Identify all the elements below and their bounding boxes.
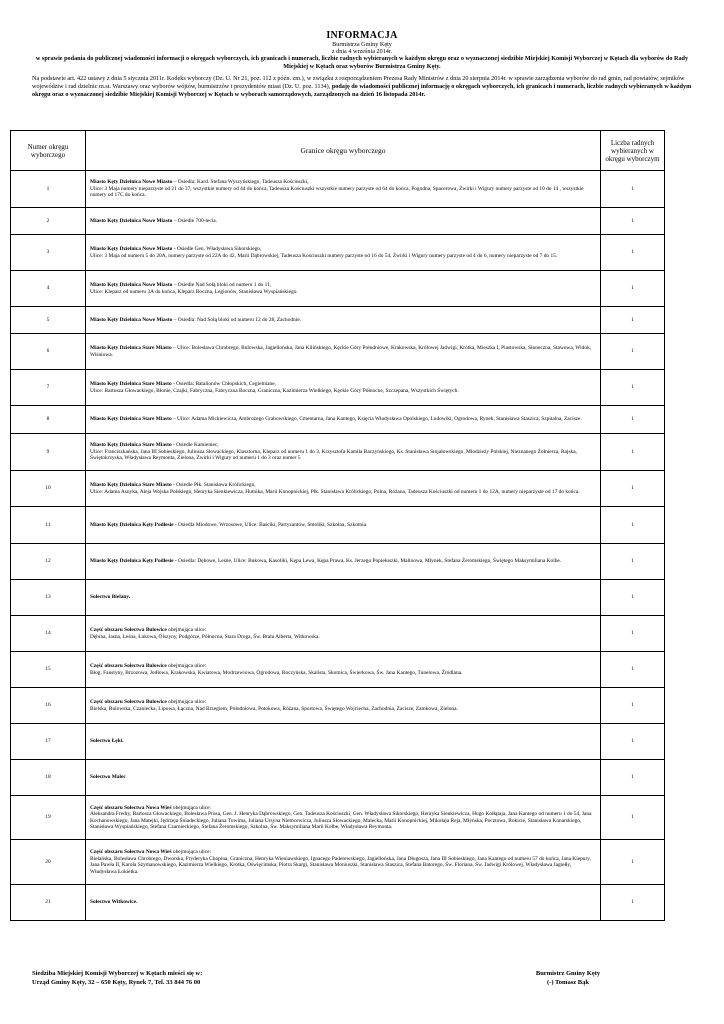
district-description: – Ulice: Adama Mickiewicza, Ambrożego Grabowskiego, Cmentarna, Jana Kantego, Księcia Władysława Opolskiego, Ludowiki, Ogrodowa, Rynek, Stanisława Staszica, Szpitalna, Zacisze. bbox=[171, 416, 582, 423]
district-description: - Osiedle Płk. Stanisława Królickiego, Ulice: Adama Asnyka, Aleja Wojska Polskiego, Henryka Sienkiewicza, Hutnika, Marii Konopnickiej, Płk. Stanisława Królickiego, Polna, Różana, Tadeusza Kościuszki od numeru 1 do 12A, numery nieparzyste od 17 do końca. bbox=[90, 482, 580, 495]
district-number: 5 bbox=[11, 307, 86, 334]
councillor-count: 1 bbox=[601, 688, 665, 724]
intro-bold: podaję do wiadomości publicznej informację o okręgach wyborczych, ich granicach i numerach, liczbie radnych wybieranych w każdym okręgu oraz o wyznaczonej siedzibie Miejskiej Komisji Wyborczej w Kętach w wyborach samorządowych, zarządzonych na dzień 16 listopada 2014r. bbox=[32, 83, 692, 98]
table-row bbox=[11, 334, 665, 370]
district-borders bbox=[86, 840, 601, 885]
district-area: Część obszaru Sołectwa Bulowice bbox=[90, 663, 167, 669]
district-description: obejmująca ulice: Aleksandra Fredry, Bartosza Głowackiego, Bolesława Prusa, Gen. J. Henryka Dąbrowskiego, Gen. Tadeusza Kościuszki, Gen. Władysława Sikorskiego, Henryka Sienkiewicza, Hugo Kołłątaja, Jana Kantego od numeru 1 do 54, Jana Kochanowskiego, Jana Matejki, Jędrzeja Śniadeckiego, Juliana Tuwima, Juliana Ursyna Niemcewicza, Juliusza Słowackiego, Malecka, Marii Konopnickiej, Mikołaja Reja, Młyńska, Pocztowa, Rokicie, Stanisława Konarskiego, Stanisława Wyspiańskiego, Stefana Czarnieckiego, Stefana Żeromskiego, Szkolna, Św. Maksymiliana Marii Kolbe, Władysława Reymonta. bbox=[90, 804, 592, 830]
district-area: Miasto Kęty Dzielnica Stare Miasto bbox=[90, 442, 172, 449]
district-number: 4 bbox=[11, 271, 86, 307]
district-description: - Osiedla Miodowe, Wrzosowe, Ulice: Baściki, Partyzantów, Smoliki, Szkolna, Szkotnia. bbox=[173, 521, 368, 528]
councillor-count: 1 bbox=[601, 334, 665, 370]
table-row bbox=[11, 370, 665, 406]
district-number: 15 bbox=[11, 652, 86, 688]
table-row bbox=[11, 507, 665, 544]
document-subject: w sprawie podania do publicznej wiadomości informacji o okręgach wyborczych, ich granicach i numerach, liczbie radnych wybieranych w każdym okręgu oraz o wyznaczonej siedzibie Miejskiej Komisji Wyborczej w Kętach dla wyborów do Rady Miejskiej w Kętach oraz wyborów Burmistrza Gminy Kęty. bbox=[35, 55, 689, 71]
district-description: – Osiedle Nad Sołą bloki od numeru 1 do 11, Ulice: Kleparz od numeru 3A do końca, Kleparz Boczna, Legionów, Stanisława Wyspiańskiego. bbox=[90, 282, 298, 295]
seat-line-1: Siedziba Miejskiej Komisji Wyborczej w Kętach mieści się w: bbox=[32, 970, 203, 977]
district-borders bbox=[86, 724, 601, 760]
councillor-count: 1 bbox=[601, 580, 665, 616]
district-number: 21 bbox=[11, 885, 86, 921]
councillor-count: 1 bbox=[601, 652, 665, 688]
district-description: - Osiedla: Batalionów Chłopskich, Cegielniane, Ulice: Bartosza Głowackiego, Błonie, Czajki, Fabryczna, Fabryczna Boczna, Graniczna, Kazimierza Wielkiego, Kęckie Góry Północne, Szczepana, Wszystkich Świętych. bbox=[90, 381, 459, 394]
district-area: Miasto Kęty Dzielnica Nowe Miasto bbox=[90, 282, 173, 288]
district-borders bbox=[86, 760, 601, 796]
header-borders: Granice okręgu wyborczego bbox=[86, 131, 601, 171]
table-row bbox=[11, 616, 665, 652]
district-description: – Osiedle 700-lecia. bbox=[172, 217, 217, 224]
districts-table bbox=[10, 130, 665, 921]
district-area: Miasto Kęty Dzielnica Stare Miasto bbox=[90, 345, 172, 351]
district-number: 14 bbox=[11, 616, 86, 652]
district-number: 6 bbox=[11, 334, 86, 370]
district-number: 11 bbox=[11, 507, 86, 544]
district-description: – Osiedla: Kard. Stefana Wyszyńskiego, Tadeusza Kościuszki, Ulice: 3 Maja numery nieparzyste od 21 do 37, wszystkie numery od 44 do końca, Tadeusza Kościuszki wszystkie numery parzyste od 64 do końca, Pogodna, Spacerowa, Żwirki i Wigury numery parzyste od 10 do 14 , wszystkie numery od 17C do końca. bbox=[90, 179, 584, 199]
district-borders bbox=[86, 580, 601, 616]
councillor-count: 1 bbox=[601, 271, 665, 307]
table-row bbox=[11, 724, 665, 760]
district-description: obejmująca ulice: Dębina, Jasna, Leśna, Łukowa, Olszyny, Podgórze, Północna, Stara Droga, Św. Brata Alberta, Witkowska. bbox=[90, 627, 320, 640]
councillor-count: 1 bbox=[601, 760, 665, 796]
table-row bbox=[11, 171, 665, 208]
district-description: - Osiedla: Dębowe, Leśne, Ulice: Bukowa, Kasoliki, Kępa Lewa, Kępa Prawa, Ks. Jerzego Popiełuszki, Malinowa, Młynek, Stefana Żeromskiego, Świętego Maksymiliana Kolbe. bbox=[173, 558, 562, 565]
councillor-count: 1 bbox=[601, 370, 665, 406]
table-row bbox=[11, 760, 665, 796]
district-number: 10 bbox=[11, 471, 86, 507]
document-header bbox=[32, 30, 692, 98]
header-count: Liczba radnych wybieranych w okręgu wyborczym bbox=[601, 131, 665, 171]
intro-normal: Na podstawie art. 422 ustawy z dnia 5 stycznia 2011r. Kodeks wyborczy (Dz. U. Nr 21, poz. 112 z późn. zm.), w związku z rozporządzeniem Prezesa Rady Ministrów z dnia 20 sierpnia 2014r. w sprawie zarządzenia wyborów do rad gmin, rad powiatów, sejmików województw i rad dzielnic m.st. Warszawy oraz wyborów wójtów, burmistrzów i prezydentów miast (Dz. U. poz. 1134), bbox=[32, 75, 685, 90]
district-area: Sołectwo Bielany. bbox=[90, 594, 131, 601]
issuer: Burmistrza Gminy Kęty bbox=[332, 41, 392, 48]
councillor-count: 1 bbox=[601, 724, 665, 760]
councillor-count: 1 bbox=[601, 544, 665, 580]
table-row bbox=[11, 471, 665, 507]
councillor-count: 1 bbox=[601, 885, 665, 921]
district-area: Część obszaru Sołectwa Nowa Wieś bbox=[90, 849, 172, 855]
district-number: 19 bbox=[11, 796, 86, 840]
district-description: – Osiedla: Nad Sołą bloki od numeru 12 do 28, Zachodnie. bbox=[172, 316, 301, 323]
councillor-count: 1 bbox=[601, 796, 665, 840]
district-number: 8 bbox=[11, 406, 86, 434]
district-area: Miasto Kęty Dzielnica Stare Miasto bbox=[90, 482, 172, 488]
district-description: obejmująca ulice: Bielańska, Bolesława Chrobrego, Dworska, Fryderyka Chopina, Graniczna, Henryka Wieniawskiego, Ignacego Paderewskiego, Jagiellońska, Jana Długosza, Jana III Sobieskiego, Jana Kantego od numeru 57 do końca, Jana Kiepury, Jana Pawła II, Karola Szymanowskiego, Kazimierza Wielkiego, Krótka, Oświęcimska, Piotra Skargi, Stanisława Moniuszki, Stanisława Staszica, Stefana Batorego, Św. Floriana, Św. Jadwigi Królowej, Władysława Jagiełły, Władysława Łokietka. bbox=[90, 849, 591, 875]
councillor-count: 1 bbox=[601, 208, 665, 235]
district-borders bbox=[86, 796, 601, 840]
district-number: 20 bbox=[11, 840, 86, 885]
signature-title: Burmistrz Gminy Kęty bbox=[535, 970, 601, 977]
table-row bbox=[11, 840, 665, 885]
table-row bbox=[11, 652, 665, 688]
councillor-count: 1 bbox=[601, 235, 665, 271]
district-borders bbox=[86, 171, 601, 208]
district-borders bbox=[86, 652, 601, 688]
district-area: Sołectwo Witkowice. bbox=[90, 899, 138, 906]
header-number: Numer okręgu wyborczego bbox=[11, 131, 86, 171]
table-row bbox=[11, 406, 665, 434]
district-description: – Ulice: Bolesława Chrobrego, Bulowska, Jagiellońska, Jana Kilińskiego, Kęckie Góry Południowe, Krakowska, Królowej Jadwigi, Krótka, Mieszka I, Piastowska, Słoneczna, Stawowa, Widok, Wiśniowa. bbox=[90, 345, 592, 358]
district-number: 17 bbox=[11, 724, 86, 760]
district-borders bbox=[86, 208, 601, 235]
district-description: obejmująca ulice: Bielska, Bulowska, Czaniecka, Lipowa, Łączna, Nad Brzegiem, Południowa, Potokowa, Różana, Sportowa, Świętego Wojciecha, Zachodnia, Zacisze, Zamkowa, Zielona. bbox=[90, 699, 458, 712]
intro-paragraph bbox=[32, 75, 692, 98]
table-header-row bbox=[11, 131, 665, 171]
table-row bbox=[11, 544, 665, 580]
issue-date: z dnia 4 września 2014r. bbox=[331, 48, 393, 56]
district-number: 12 bbox=[11, 544, 86, 580]
table-row bbox=[11, 796, 665, 840]
seat-line-2: Urząd Gminy Kęty, 32 – 650 Kęty, Rynek 7, Tel. 33 844 76 00 bbox=[32, 978, 201, 986]
table-row bbox=[11, 434, 665, 471]
district-borders bbox=[86, 370, 601, 406]
table-row bbox=[11, 307, 665, 334]
district-number: 2 bbox=[11, 208, 86, 235]
district-number: 13 bbox=[11, 580, 86, 616]
district-number: 7 bbox=[11, 370, 86, 406]
district-borders bbox=[86, 507, 601, 544]
district-borders bbox=[86, 334, 601, 370]
district-borders bbox=[86, 235, 601, 271]
table-row bbox=[11, 235, 665, 271]
district-borders bbox=[86, 271, 601, 307]
councillor-count: 1 bbox=[601, 406, 665, 434]
district-area: Sołectwo Malec bbox=[90, 774, 126, 781]
district-borders bbox=[86, 885, 601, 921]
district-borders bbox=[86, 616, 601, 652]
councillor-count: 1 bbox=[601, 471, 665, 507]
district-borders bbox=[86, 406, 601, 434]
district-borders bbox=[86, 544, 601, 580]
district-area: Miasto Kęty Dzielnica Stare Miasto bbox=[90, 381, 172, 387]
district-area: Sołectwo Łęki. bbox=[90, 738, 124, 745]
district-area: Miasto Kęty Dzielnica Stare Miasto bbox=[90, 416, 172, 423]
table-row bbox=[11, 208, 665, 235]
signature bbox=[518, 970, 618, 987]
councillor-count: 1 bbox=[601, 434, 665, 471]
councillor-count: 1 bbox=[601, 507, 665, 544]
district-borders bbox=[86, 307, 601, 334]
councillor-count: 1 bbox=[601, 171, 665, 208]
district-number: 3 bbox=[11, 235, 86, 271]
district-area: Część obszaru Sołectwa Bulowice bbox=[90, 627, 167, 633]
district-area: Część obszaru Sołectwa Bulowice bbox=[90, 699, 167, 705]
district-area: Miasto Kęty Dzielnica Kęty Podlesie bbox=[90, 558, 174, 565]
table-row bbox=[11, 271, 665, 307]
district-area: Miasto Kęty Dzielnica Kęty Podlesie bbox=[90, 521, 174, 528]
district-description: - Osiedle Kamieniec, Ulice: Franciszkańska, Jana III Sobieskiego, Juliusza Słowackiego, Klasztorna, Kleparz od numeru 1 do 3, Krzysztofa Kamila Baczyńskiego, Ks. Stanisława Stojałowskiego, Młodzieży Polskiej, Nieznanego Żołnierza, Rajska, Świętokrzyska, Władysława Reymonta, Zielona, Żwirki i Wigury od numeru 1 do 3 oraz numer 5 bbox=[90, 442, 577, 462]
district-borders bbox=[86, 434, 601, 471]
district-area: Część obszaru Sołectwa Nowa Wieś bbox=[90, 804, 172, 811]
district-area: Miasto Kęty Dzielnica Nowe Miasto bbox=[90, 316, 173, 323]
commission-seat bbox=[32, 970, 202, 987]
councillor-count: 1 bbox=[601, 616, 665, 652]
document-title: INFORMACJA bbox=[326, 30, 398, 41]
table-row bbox=[11, 688, 665, 724]
signature-name: (-) Tomasz Bąk bbox=[547, 978, 589, 986]
district-number: 1 bbox=[11, 171, 86, 208]
councillor-count: 1 bbox=[601, 840, 665, 885]
district-area: Miasto Kęty Dzielnica Nowe Miasto bbox=[90, 179, 173, 186]
district-description: - Osiedle Gen. Władysława Sikorskiego, Ulice: 3 Maja od numeru 5 do 20A, numery parzyste od 22A do 42, Marii Dąbrowskiej, Tadeusza Kościuszki numery parzyste od 16 do 54, Żwirki i Wigury numery parzyste od 4 do 6, numery nieparzyste od 7 do 15. bbox=[90, 246, 558, 259]
district-number: 18 bbox=[11, 760, 86, 796]
councillor-count: 1 bbox=[601, 307, 665, 334]
district-description: obejmująca ulice: Błog. Faustyny, Brzozowa, Jodłowa, Krakowska, Kwiatowa, Modrzewiowa, Ogrodowa, Roczyńska, Skalista, Skotnica, Świerkowa, Św. Jana Kantego, Tunelowa, Źródlana. bbox=[90, 663, 463, 676]
district-number: 9 bbox=[11, 434, 86, 471]
table-row bbox=[11, 885, 665, 921]
district-borders bbox=[86, 688, 601, 724]
table-row bbox=[11, 580, 665, 616]
district-borders bbox=[86, 471, 601, 507]
district-area: Miasto Kęty Dzielnica Nowe Miasto bbox=[90, 246, 173, 252]
district-area: Miasto Kęty Dzielnica Nowe Miasto bbox=[90, 217, 173, 224]
district-number: 16 bbox=[11, 688, 86, 724]
